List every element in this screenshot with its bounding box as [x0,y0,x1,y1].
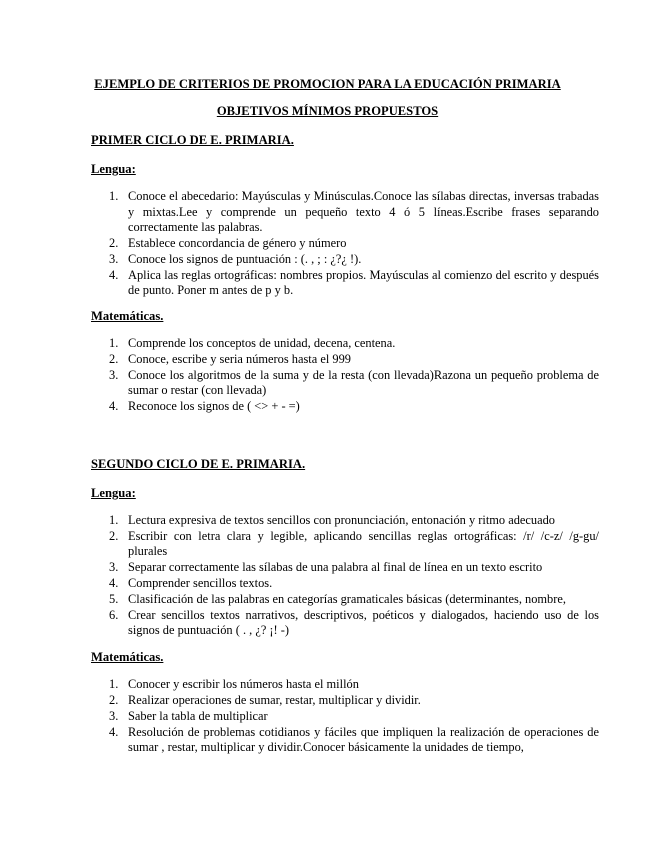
second-cycle-matematicas-list [91,677,599,756]
second-cycle-matematicas-heading: Matemáticas. [91,650,164,664]
list-item: 4. Resolución de problemas cotidianos y fáciles que impliquen la realización de operaciones de sumar , restar, multiplicar y dividir.Conocer básicamente la unidades de tiempo, [109,724,599,755]
list-item: 1. Comprende los conceptos de unidad, decena, centena. [109,336,396,350]
first-cycle-lengua-heading: Lengua: [91,162,136,176]
first-cycle-matematicas-heading: Matemáticas. [91,309,164,323]
first-cycle-heading: PRIMER CICLO DE E. PRIMARIA. [91,133,294,147]
second-cycle-heading: SEGUNDO CICLO DE E. PRIMARIA. [91,457,306,471]
document-subtitle: OBJETIVOS MÍNIMOS PROPUESTOS [216,104,439,118]
first-cycle-lengua-list [91,189,599,299]
list-item: 4. Reconoce los signos de ( <> + - =) [109,399,300,414]
list-item: 5. Clasificación de las palabras en categorías gramaticales básicas (determinantes, nombre, [109,592,566,607]
list-item: 1. Lectura expresiva de textos sencillos con pronunciación, entonación y ritmo adecuado [109,513,555,527]
document-title: EJEMPLO DE CRITERIOS DE PROMOCION PARA LA EDUCACIÓN PRIMARIA [94,77,561,91]
second-cycle-lengua-list [91,513,599,639]
list-item: 4. Aplica las reglas ortográficas: nombres propios. Mayúsculas al comienzo del escrito y después de punto. Poner m antes de p y b. [109,267,599,298]
first-cycle-matematicas-list [91,336,599,415]
second-cycle-lengua-heading: Lengua: [91,486,136,500]
list-item: 4. Comprender sencillos textos. [109,576,273,591]
list-item: 3. Saber la tabla de multiplicar [109,708,268,723]
list-item: 1. Conoce el abecedario: Mayúsculas y Minúsculas.Conoce las sílabas directas, inversas trabadas y mixtas.Lee y comprende un pequeño texto 4 ó 5 líneas.Escribe frases separando correctamente las palabras. [109,189,599,234]
list-item: 3. Conoce los algoritmos de la suma y de la resta (con llevada)Razona un pequeño problema de sumar o restar (con llevada) [109,367,599,398]
list-item: 3. Separar correctamente las sílabas de una palabra al final de línea en un texto escrito [109,560,543,575]
list-item: 2. Escribir con letra clara y legible, aplicando sencillas reglas ortográficas: /r/ /c-z/ /g-gu/ plurales [109,528,599,559]
list-item: 2. Realizar operaciones de sumar, restar, multiplicar y dividir. [109,692,421,707]
list-item: 6. Crear sencillos textos narrativos, descriptivos, poéticos y dialogados, haciendo uso de los signos de puntuación ( . , ¿? ¡! -) [109,607,599,638]
list-item: 3. Conoce los signos de puntuación : (. , ; : ¿?¿ !). [109,251,362,266]
list-item: 2. Conoce, escribe y seria números hasta el 999 [109,351,351,366]
list-item: 1. Conocer y escribir los números hasta el millón [109,677,359,691]
list-item: 2. Establece concordancia de género y número [109,235,347,250]
